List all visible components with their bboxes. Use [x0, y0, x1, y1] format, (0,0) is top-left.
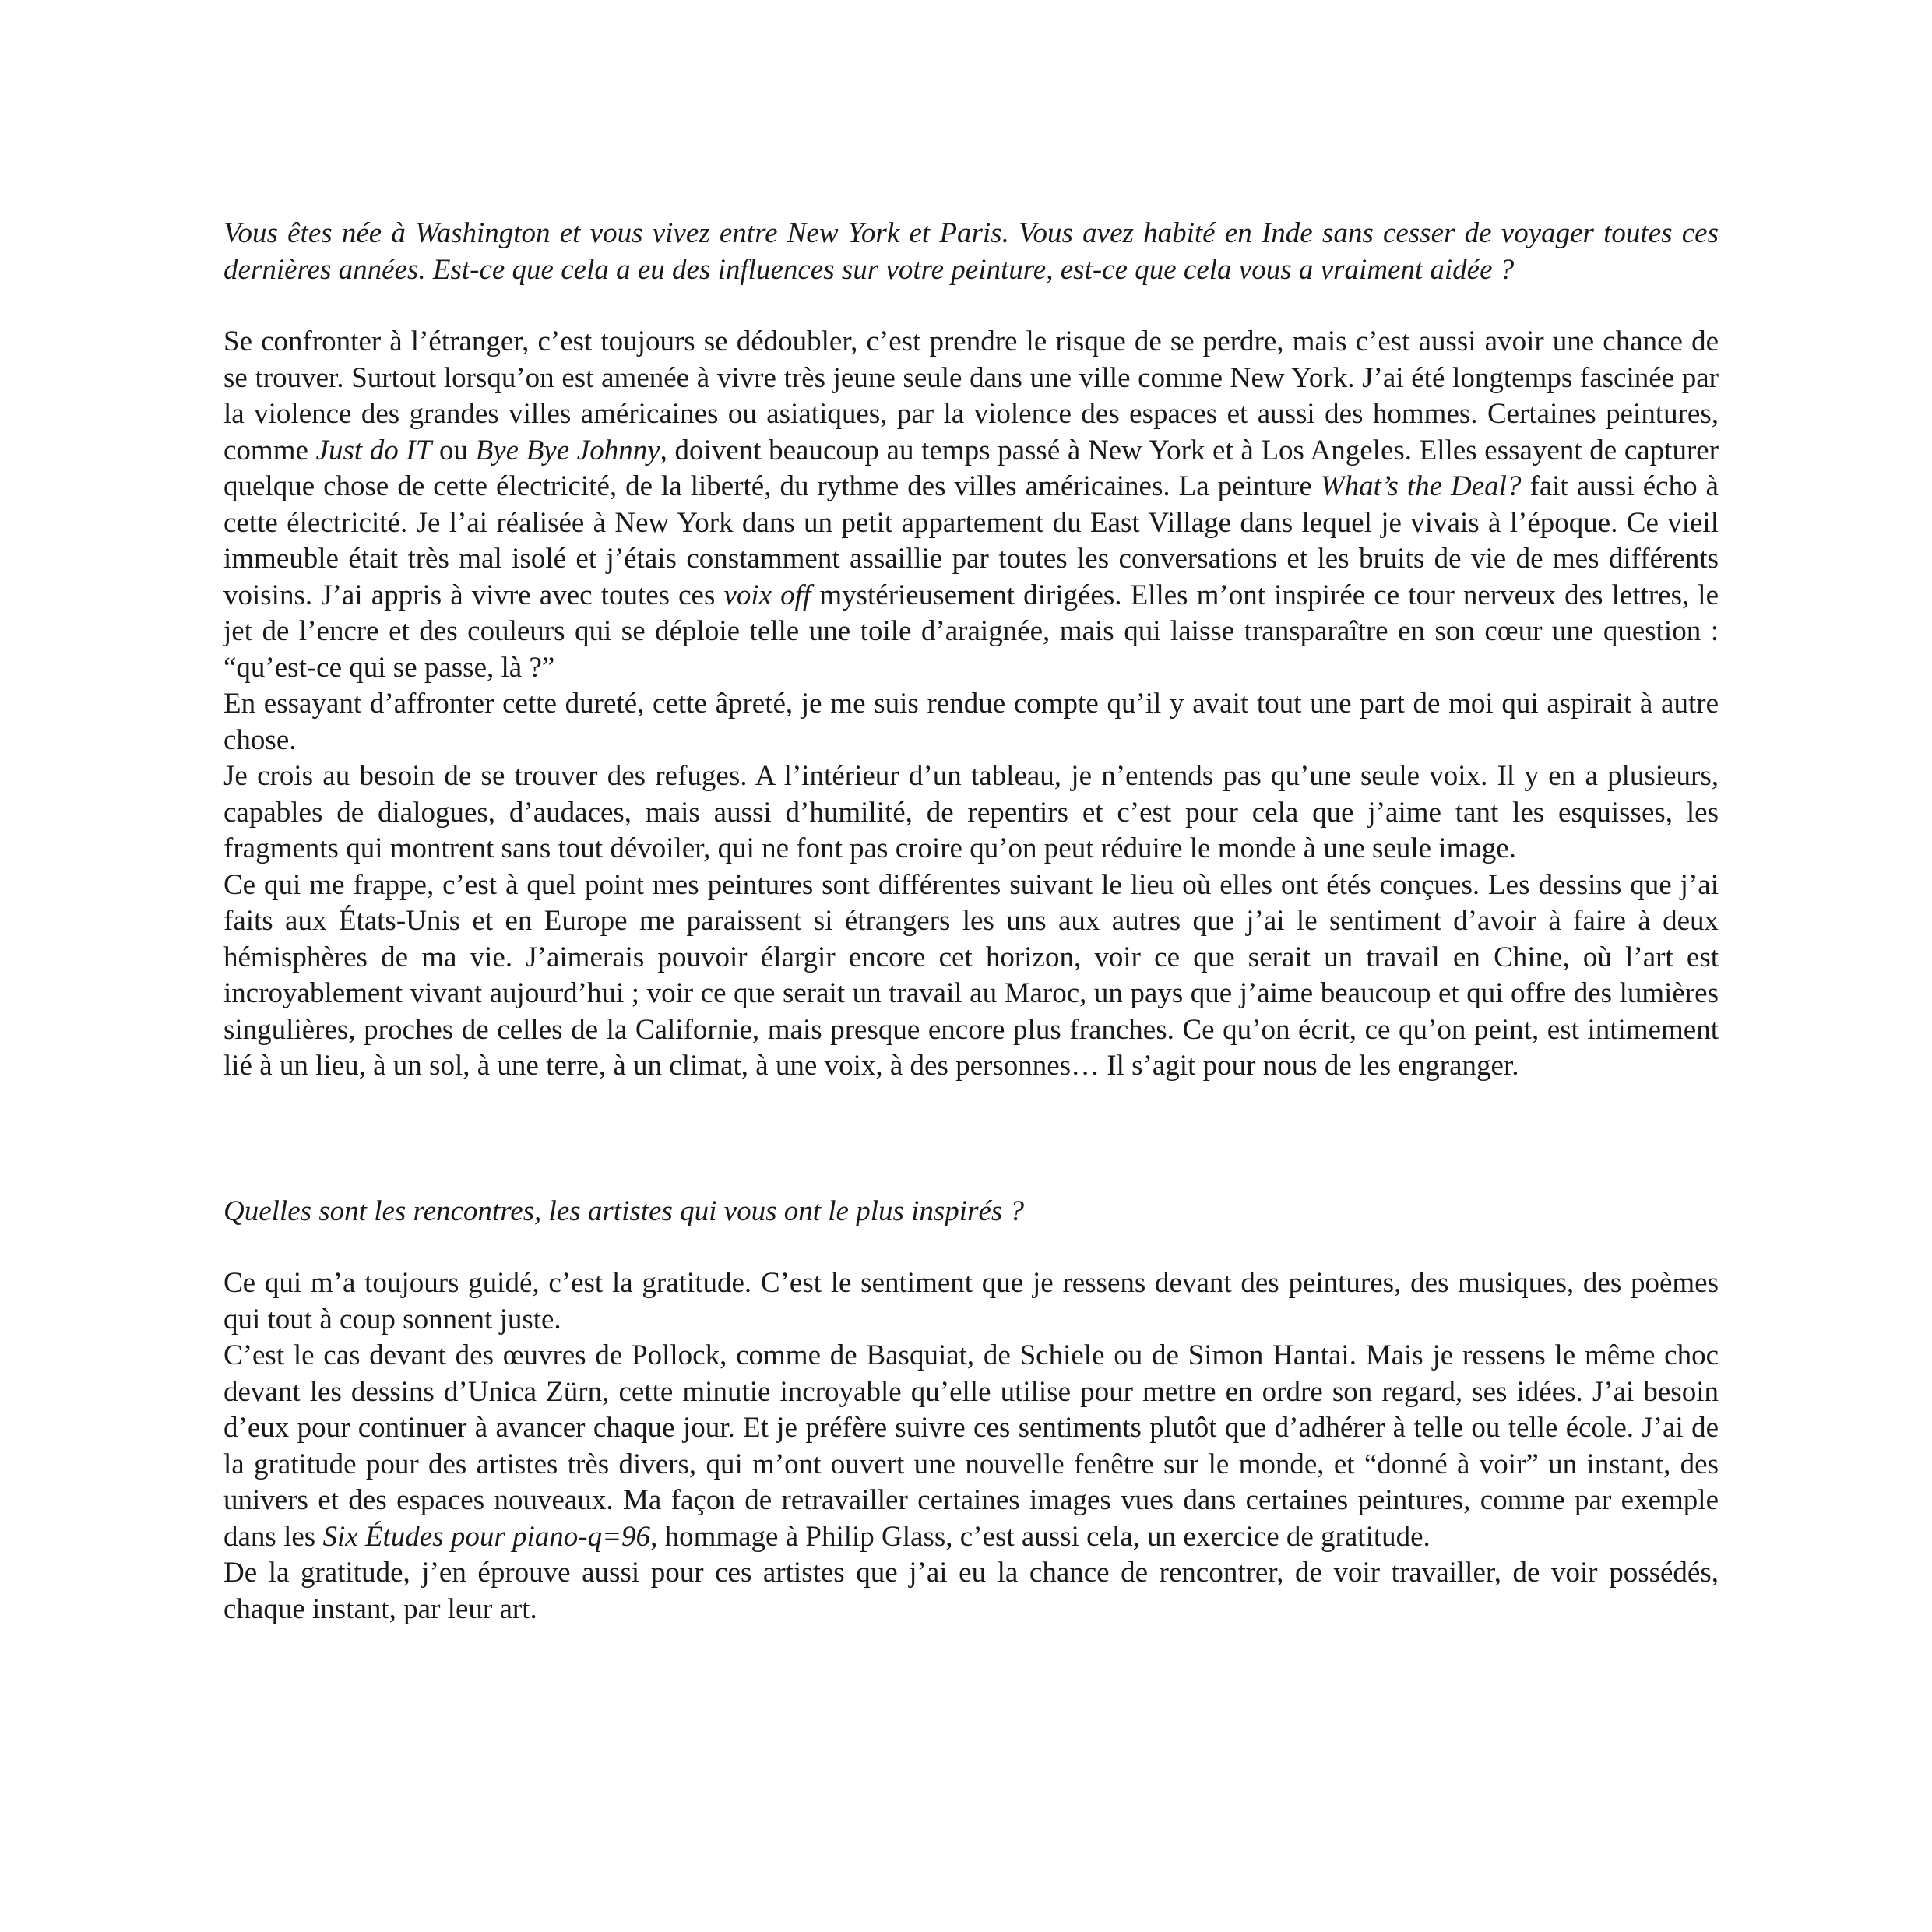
- artwork-title: Bye Bye Johnny: [475, 434, 660, 466]
- answer-text: fait aussi écho à cette électricité. Je l’ai réalisée à New York dans un petit appartement du East Village dans lequel je vivais à l’époque. Ce vieil immeuble était très mal isolé et j’étais constamment assaillie par toutes les conversations et les bruits de vie de mes différents voisins. J’ai appris à vivre avec toutes ces: [223, 470, 1719, 611]
- answer-1-paragraph-3: Je crois au besoin de se trouver des refuges. A l’intérieur d’un tableau, je n’entends pas qu’une seule voix. Il y en a plusieurs, capables de dialogues, d’audaces, mais aussi d’humilité, de repentirs et c’est pour cela que j’aime tant les esquisses, les fragments qui montrent sans tout dévoiler, qui ne font pas croire qu’on peut réduire le monde à une seule image.: [223, 760, 1719, 864]
- emphasis-text: voix off: [723, 579, 811, 611]
- answer-text: ou: [431, 434, 476, 466]
- question-2: Quelles sont les rencontres, les artistes qui vous ont le plus inspirés ?: [223, 1195, 1025, 1227]
- answer-2-paragraph-2: [223, 1338, 1719, 1555]
- answer-1-paragraph-1: [223, 324, 1719, 686]
- artwork-title: Just do IT: [315, 434, 432, 466]
- answer-1-paragraph-2: En essayant d’affronter cette dureté, cette âpreté, je me suis rendue compte qu’il y avait tout une part de moi qui aspirait à autre chose.: [223, 688, 1719, 756]
- artwork-title: What’s the Deal?: [1320, 470, 1522, 502]
- answer-text: Se confronter à l’étranger, c’est toujours se dédoubler, c’est prendre le risque de se perdre, mais c’est aussi avoir une chance de se trouver. Surtout lorsqu’on est amenée à vivre très jeune seule dans une ville comme New York. J’ai été longtemps fascinée par la violence des grandes villes américaines ou asiatiques, par la violence des espaces et aussi des hommes. Certaines peintures, comme: [223, 326, 1719, 466]
- answer-1-paragraph-4: Ce qui me frappe, c’est à quel point mes peintures sont différentes suivant le lieu où elles ont étés conçues. Les dessins que j’ai faits aux États-Unis et en Europe me paraissent si étrangers les uns aux autres que j’ai le sentiment d’avoir à faire à deux hémisphères de ma vie. J’aimerais pouvoir élargir encore cet horizon, voir ce que serait un travail en Chine, où l’art est incroyablement vivant aujourd’hui ; voir ce que serait un travail au Maroc, un pays que j’aime beaucoup et qui offre des lumières singulières, proches de celles de la Californie, mais presque encore plus franches. Ce qu’on écrit, ce qu’on peint, est intimement lié à un lieu, à un sol, à une terre, à un climat, à une voix, à des personnes… Il s’agit pour nous de les engranger.: [223, 868, 1719, 1082]
- question-1: Vous êtes née à Washington et vous vivez entre New York et Paris. Vous avez habité en Inde sans cesser de voyager toutes ces dernières années. Est-ce que cela a eu des influences sur votre peinture, est-ce que cela vous a vraiment aidée ?: [223, 217, 1719, 286]
- answer-text: mystérieusement dirigées. Elles m’ont inspirée ce tour nerveux des lettres, le jet de l’encre et des couleurs qui se déploie telle une toile d’araignée, mais qui laisse transparaître en son cœur une question : “qu’est-ce qui se passe, là ?”: [223, 579, 1719, 684]
- answer-text: , doivent beaucoup au temps passé à New York et à Los Angeles. Elles essayent de capturer quelque chose de cette électricité, de la liberté, du rythme des villes américaines. La peinture: [223, 434, 1719, 502]
- answer-2-paragraph-1: Ce qui m’a toujours guidé, c’est la gratitude. C’est le sentiment que je ressens devant des peintures, des musiques, des poèmes qui tout à coup sonnent juste.: [223, 1267, 1719, 1336]
- answer-text: C’est le cas devant des œuvres de Pollock, comme de Basquiat, de Schiele ou de Simon Hantai. Mais je ressens le même choc devant les dessins d’Unica Zürn, cette minutie incroyable qu’elle utilise pour mettre en ordre son regard, ses idées. J’ai besoin d’eux pour continuer à avancer chaque jour. Et je préfère suivre ces sentiments plutôt que d’adhérer à telle ou telle école. J’ai de la gratitude pour des artistes très divers, qui m’ont ouvert une nouvelle fenêtre sur le monde, et “donné à voir” un instant, des univers et des espaces nouveaux. Ma façon de retravailler certaines images vues dans certaines peintures, comme par exemple dans les: [223, 1339, 1719, 1553]
- artwork-title: Six Études pour piano-q=96: [322, 1520, 651, 1553]
- interview-section-1: [223, 216, 1719, 1628]
- answer-text: , hommage à Philip Glass, c’est aussi cela, un exercice de gratitude.: [650, 1520, 1431, 1553]
- answer-2-paragraph-3: De la gratitude, j’en éprouve aussi pour ces artistes que j’ai eu la chance de rencontrer, de voir travailler, de voir possédés, chaque instant, par leur art.: [223, 1557, 1719, 1625]
